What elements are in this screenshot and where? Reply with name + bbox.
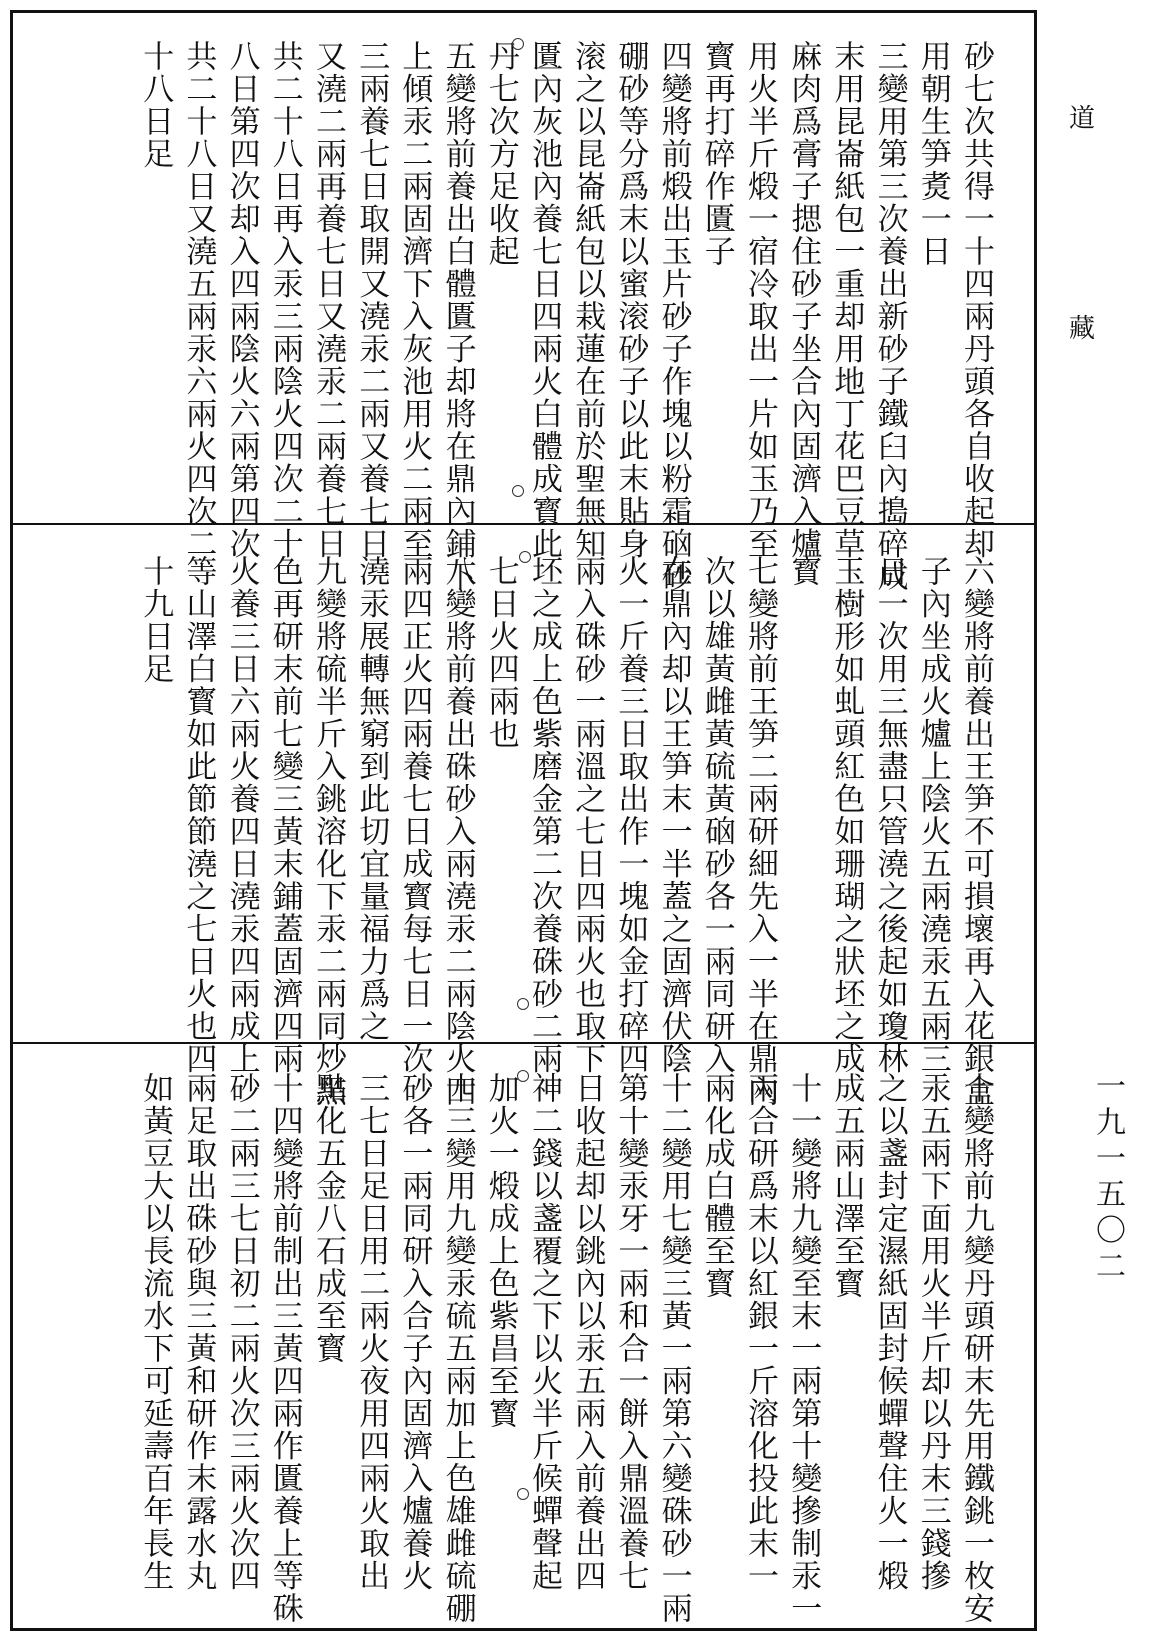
register-bottom [10,1072,1037,1625]
text-column: 六變將前養出王笋不可損壞再入花銀盒 [958,555,994,1108]
text-column: 丹七次方足收起 [482,40,519,268]
text-column: 兩足取出硃砂與三黃和研作末露水丸 [180,1072,217,1592]
text-column: 成五兩山澤至寳 [828,1072,865,1300]
text-column: 共二十八日再入汞三兩陰火四次二十 [266,40,303,560]
text-column: 十變將前九變丹頭研末先用鐵銚一枚安 [958,1072,994,1625]
text-column: 用火半斤煅一宿冷取出一片如玉乃至 [742,40,778,560]
collation-mark [519,551,531,563]
text-column: 火一斤養三日取出作一塊如金打碎四 [612,555,649,1075]
text-column: 用朝生笋煑一日 [914,40,951,268]
text-column: 共二十八日又澆五兩汞六兩火四次二 [180,40,217,560]
text-column: 火養三日六兩火養四日澆汞四兩成上 [223,555,260,1075]
text-column: 等山澤白寳如此節節澆之七日火也四 [180,555,217,1075]
folio-number: 一九一五〇二 [1090,1070,1125,1286]
text-column: 寳 [785,555,822,588]
text-column: 第十變汞牙一兩和合一餅入鼎溫養七 [612,1072,649,1592]
text-column: 兩入硃砂一兩溫之七日四兩火也取下 [569,555,606,1075]
text-column: 七變將前王笋二兩研細先入一半在鼎內 [742,555,778,1108]
text-column: 點化五金八石成至寳 [310,1072,346,1365]
text-column: 神二錢以盞覆之下以火半斤候蟬聲起 [526,1072,562,1592]
text-column: 在鼎內却以王笋末一半蓋之固濟伏陰 [655,555,692,1075]
text-column: 匱內灰池內養七日四兩火白體成寳此 [526,40,562,560]
text-column: 兩合研爲末以紅銀一斤溶化投此末一 [742,1072,778,1592]
text-column: 十九日足 [137,555,174,685]
text-column: 末用昆崙紙包一重却用地丁花巴豆草 [828,40,865,560]
text-column: 砂七次共得一十四兩丹頭各自收起却 [958,40,994,560]
text-column: 八日第四次却入四兩陰火六兩第四次 [223,40,260,560]
text-column: 色再研末前七變三黃末鋪蓋固濟四兩 [266,555,303,1075]
text-column: 麻肉爲膏子揌住砂子坐合內固濟入爐 [785,40,822,560]
text-column: 日收起却以銚內以汞五兩入前養出四 [569,1072,606,1592]
text-column: 兩四正火四兩養七日成寳每七日一次 [396,555,433,1075]
text-column: 七日火四兩也 [482,555,519,750]
collation-mark [512,485,524,497]
text-column: 十一變將九變至末一兩第十變摻制汞一 [785,1072,822,1625]
text-column: 子內坐成火爐上陰火五兩澆汞五兩三 [914,555,951,1075]
text-column: 澆汞展轉無窮到此切宜量福力爲之 [353,555,390,1043]
text-column: 之以盞封定濕紙固封候蟬聲住火一煅 [871,1072,908,1592]
text-column: 次以雄黃雌黃硫黃硇砂各一兩同研入 [698,555,735,1075]
text-column: 兩化成白體至寳 [698,1072,735,1300]
text-column: 日一次用三無盡只管澆之後起如瓊林 [871,555,908,1075]
collation-mark [517,1488,529,1500]
collation-mark [517,998,529,1010]
register-middle [10,555,1037,1108]
text-column: 三七日足日用二兩火夜用四兩火取出 [353,1072,390,1592]
text-column: 寳再打碎作匱子 [698,40,735,268]
text-column: 十二變用七變三黃一兩第六變硃砂一兩 [655,1072,692,1625]
text-column: 又澆二兩再養七日又澆汞二兩養七日 [310,40,346,560]
text-column: 汞五兩下面用火半斤却以丹末三錢摻 [914,1072,951,1592]
text-column: 如黃豆大以長流水下可延壽百年長生 [137,1072,174,1592]
text-column: 十三變用九變汞硫五兩加上色雄雌硫硼 [439,1072,476,1625]
text-column: 加火一煅成上色紫昌至寳 [482,1072,519,1430]
text-column: 十四變將前制出三黃四兩作匱養上等硃 [266,1072,303,1625]
text-column: 九變將硫半斤入銚溶化下汞二兩同炒黑 [310,555,346,1108]
text-column: 五變將前養出白體匱子却將在鼎內鋪下 [439,40,476,593]
text-column: 三變用第三次養出新砂子鐵臼內搗碎成 [871,40,908,593]
text-column: 砂各一兩同研入合子內固濟入爐養火 [396,1072,433,1592]
text-column: 上傾汞二兩固濟下入灰池用火二兩至 [396,40,433,560]
text-column: 十八日足 [137,40,174,170]
collation-mark [517,1070,529,1082]
text-column: 硼砂等分爲末以蜜滚砂子以此末貼身 [612,40,649,560]
text-column: 四變將前煅出玉片砂子作塊以粉霜硇砂 [655,40,692,593]
text-column: 滚之以昆崙紙包以栽蓮在前於聖無知 [569,40,606,560]
text-column: 坯之成上色紫磨金第二次養硃砂二兩 [526,555,562,1075]
text-column: 砂二兩三七日初二兩火次三兩火次四 [223,1072,260,1592]
collation-mark [512,38,524,50]
margin-title-char-2: 藏 [1068,314,1095,344]
register-top [10,40,1037,593]
text-column: 八變將前養出硃砂入兩澆汞二兩陰火四 [439,555,476,1108]
margin-title-char-1: 道 [1068,104,1095,134]
text-column: 玉樹形如虬頭紅色如珊瑚之狀坯之成 [828,555,865,1075]
text-column: 三兩養七日取開又澆汞二兩又養七日 [353,40,390,560]
